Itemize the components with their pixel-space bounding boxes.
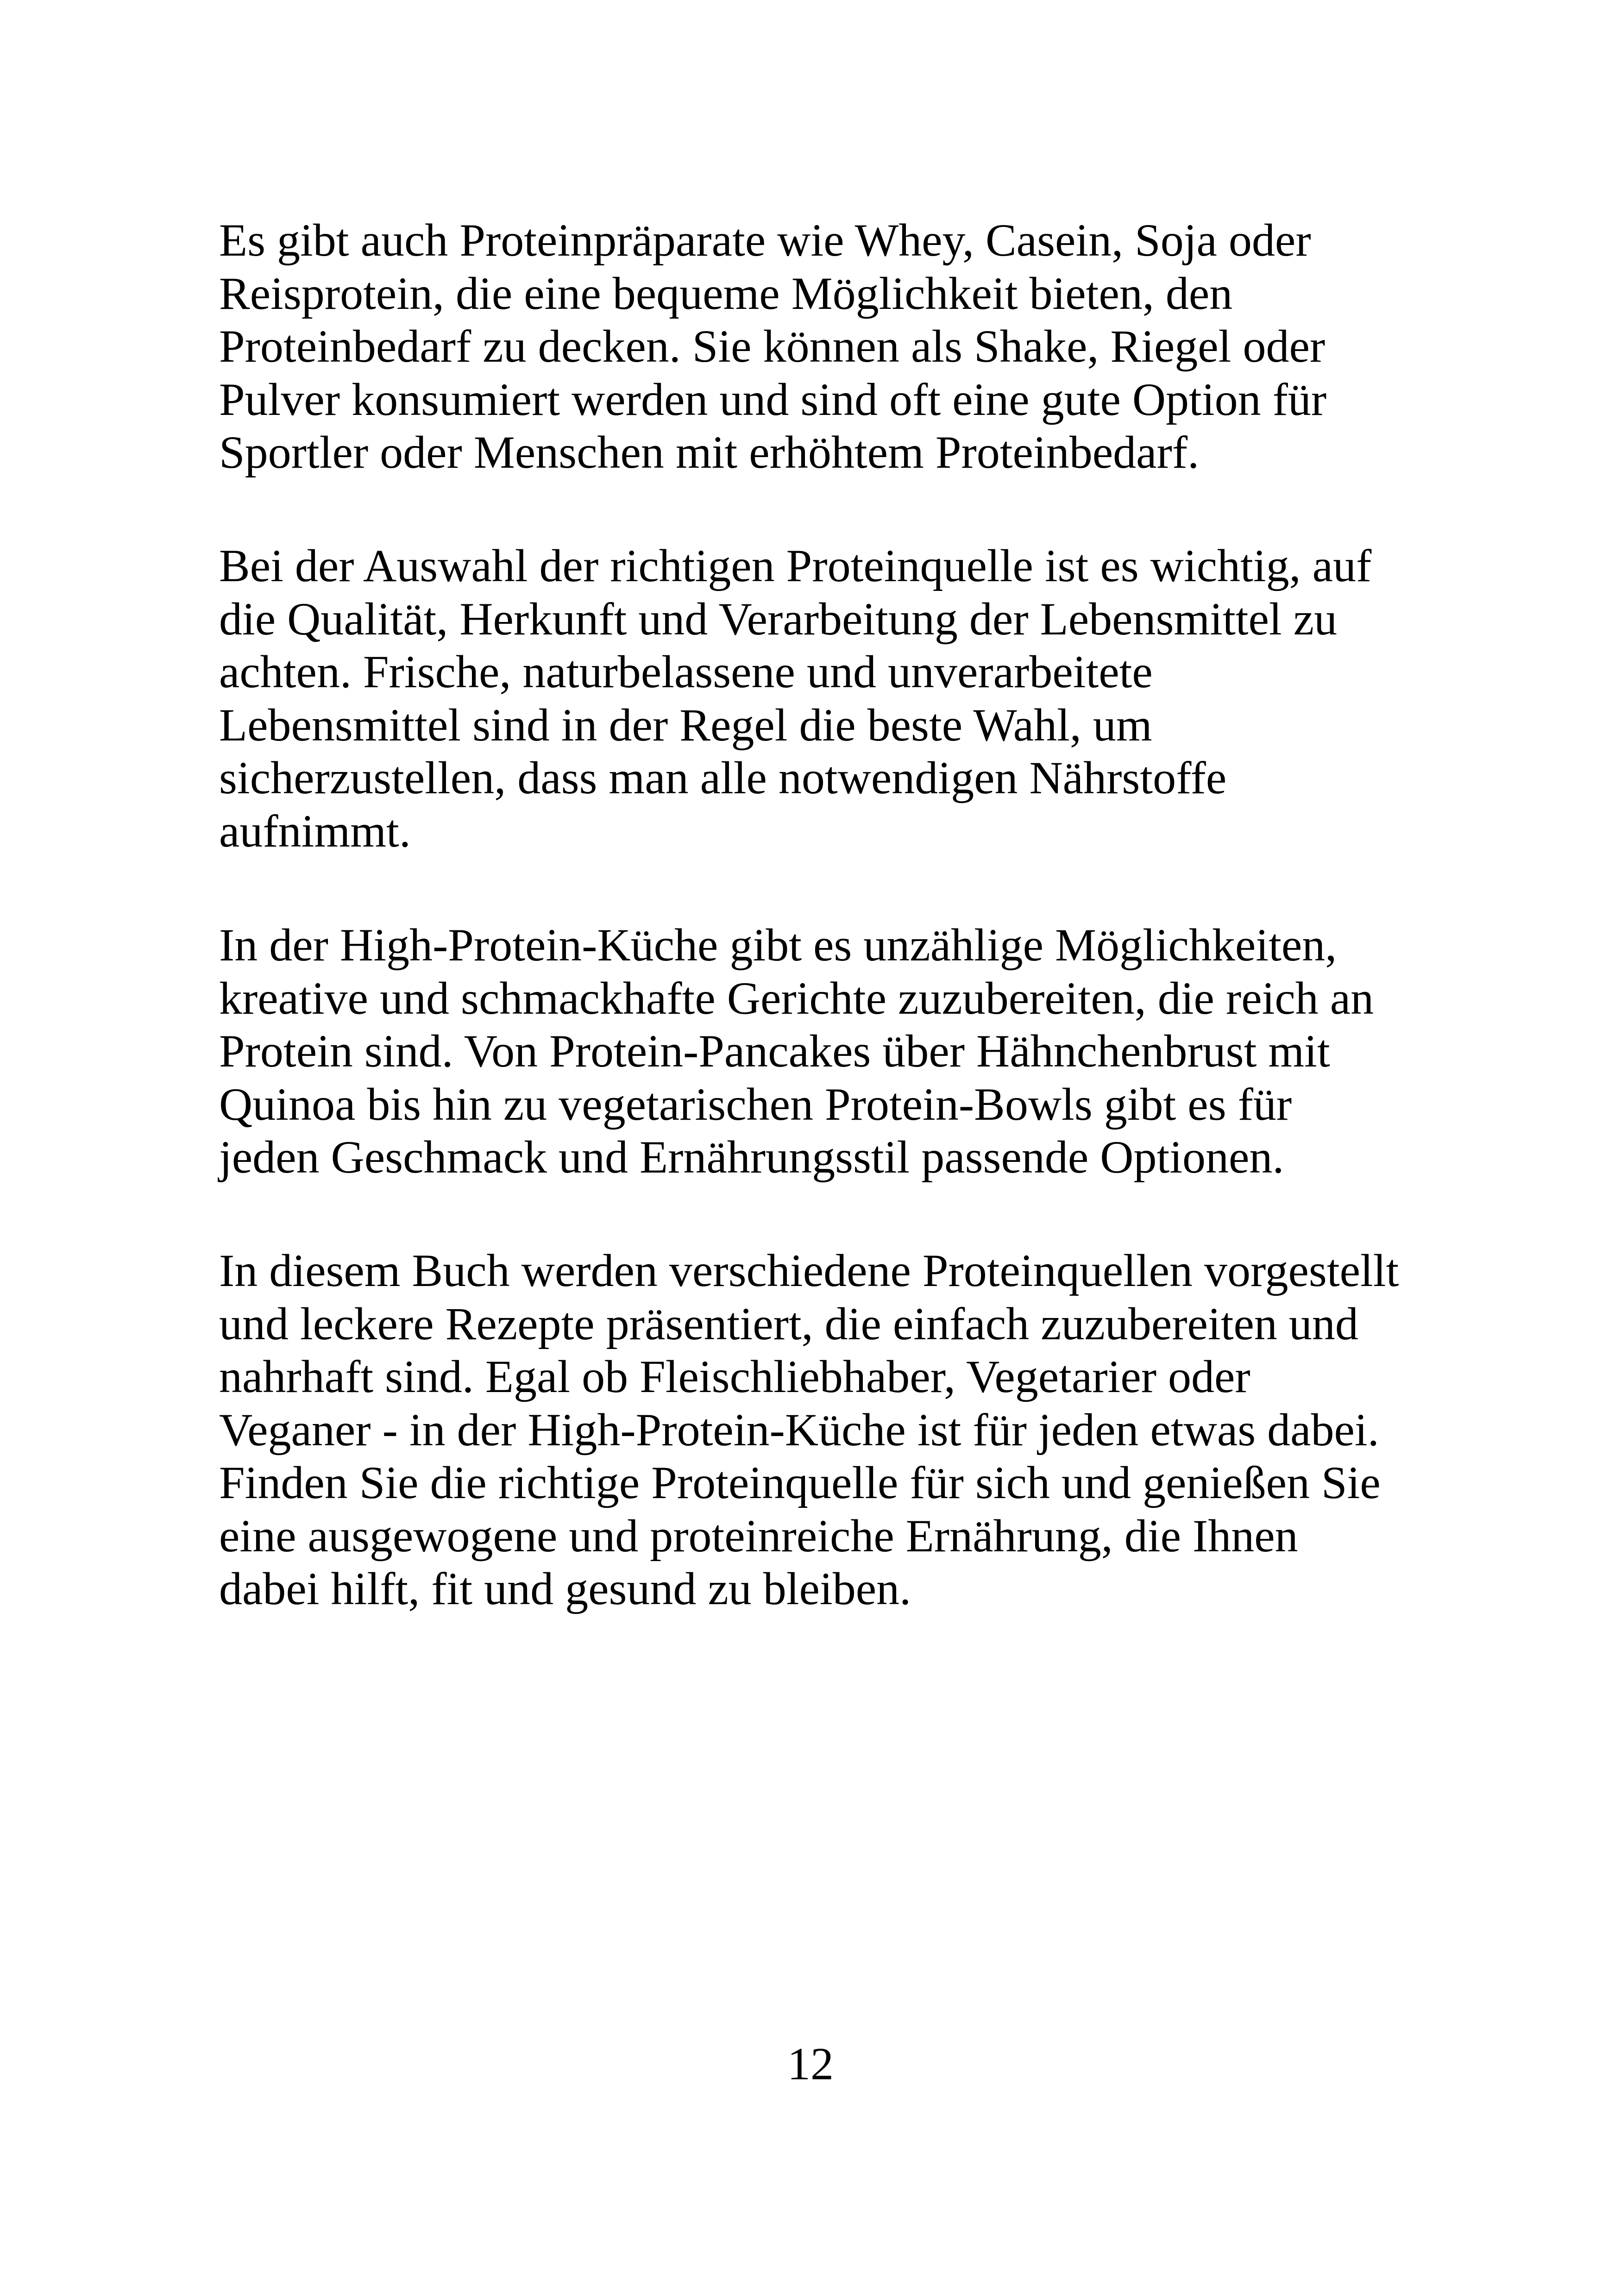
text-line: Bei der Auswahl der richtigen Proteinquelle ist es wichtig, auf — [219, 540, 1372, 591]
text-line: Sportler oder Menschen mit erhöhtem Proteinbedarf. — [219, 427, 1200, 478]
text-line: die Qualität, Herkunft und Verarbeitung der Lebensmittel zu — [219, 593, 1338, 645]
text-line: kreative und schmackhafte Gerichte zuzubereiten, die reich an — [219, 972, 1374, 1024]
text-line: aufnimmt. — [219, 805, 411, 857]
paragraph-book-introduction — [219, 1244, 1423, 1616]
text-line: Es gibt auch Proteinpräparate wie Whey, Casein, Soja oder — [219, 214, 1311, 266]
paragraph-protein-source-selection — [219, 539, 1423, 858]
text-line: Quinoa bis hin zu vegetarischen Protein-Bowls gibt es für — [219, 1078, 1292, 1130]
text-line: In diesem Buch werden verschiedene Proteinquellen vorgestellt — [219, 1245, 1399, 1296]
text-line: Reisprotein, die eine bequeme Möglichkeit bieten, den — [219, 267, 1233, 319]
text-line: Lebensmittel sind in der Regel die beste Wahl, um — [219, 699, 1152, 751]
text-line: eine ausgewogene und proteinreiche Ernährung, die Ihnen — [219, 1510, 1298, 1562]
text-line: dabei hilft, fit und gesund zu bleiben. — [219, 1563, 911, 1614]
text-line: jeden Geschmack und Ernährungsstil passende Optionen. — [219, 1131, 1284, 1183]
page-number: 12 — [787, 2038, 834, 2089]
text-line: Proteinbedarf zu decken. Sie können als Shake, Riegel oder — [219, 320, 1326, 372]
text-line: achten. Frische, naturbelassene und unverarbeitete — [219, 646, 1153, 697]
text-line: nahrhaft sind. Egal ob Fleischliebhaber, Vegetarier oder — [219, 1351, 1250, 1402]
text-line: In der High-Protein-Küche gibt es unzählige Möglichkeiten, — [219, 919, 1337, 971]
text-line: Protein sind. Von Protein-Pancakes über Hähnchenbrust mit — [219, 1025, 1330, 1077]
text-line: Veganer - in der High-Protein-Küche ist für jeden etwas dabei. — [219, 1404, 1379, 1455]
text-line: sicherzustellen, dass man alle notwendigen Nährstoffe — [219, 752, 1227, 803]
text-line: und leckere Rezepte präsentiert, die einfach zuzubereiten und — [219, 1298, 1358, 1349]
text-line: Finden Sie die richtige Proteinquelle für sich und genießen Sie — [219, 1457, 1381, 1508]
paragraph-protein-supplements — [219, 214, 1423, 479]
text-line: Pulver konsumiert werden und sind oft eine gute Option für — [219, 373, 1327, 425]
paragraph-high-protein-kitchen — [219, 919, 1423, 1184]
